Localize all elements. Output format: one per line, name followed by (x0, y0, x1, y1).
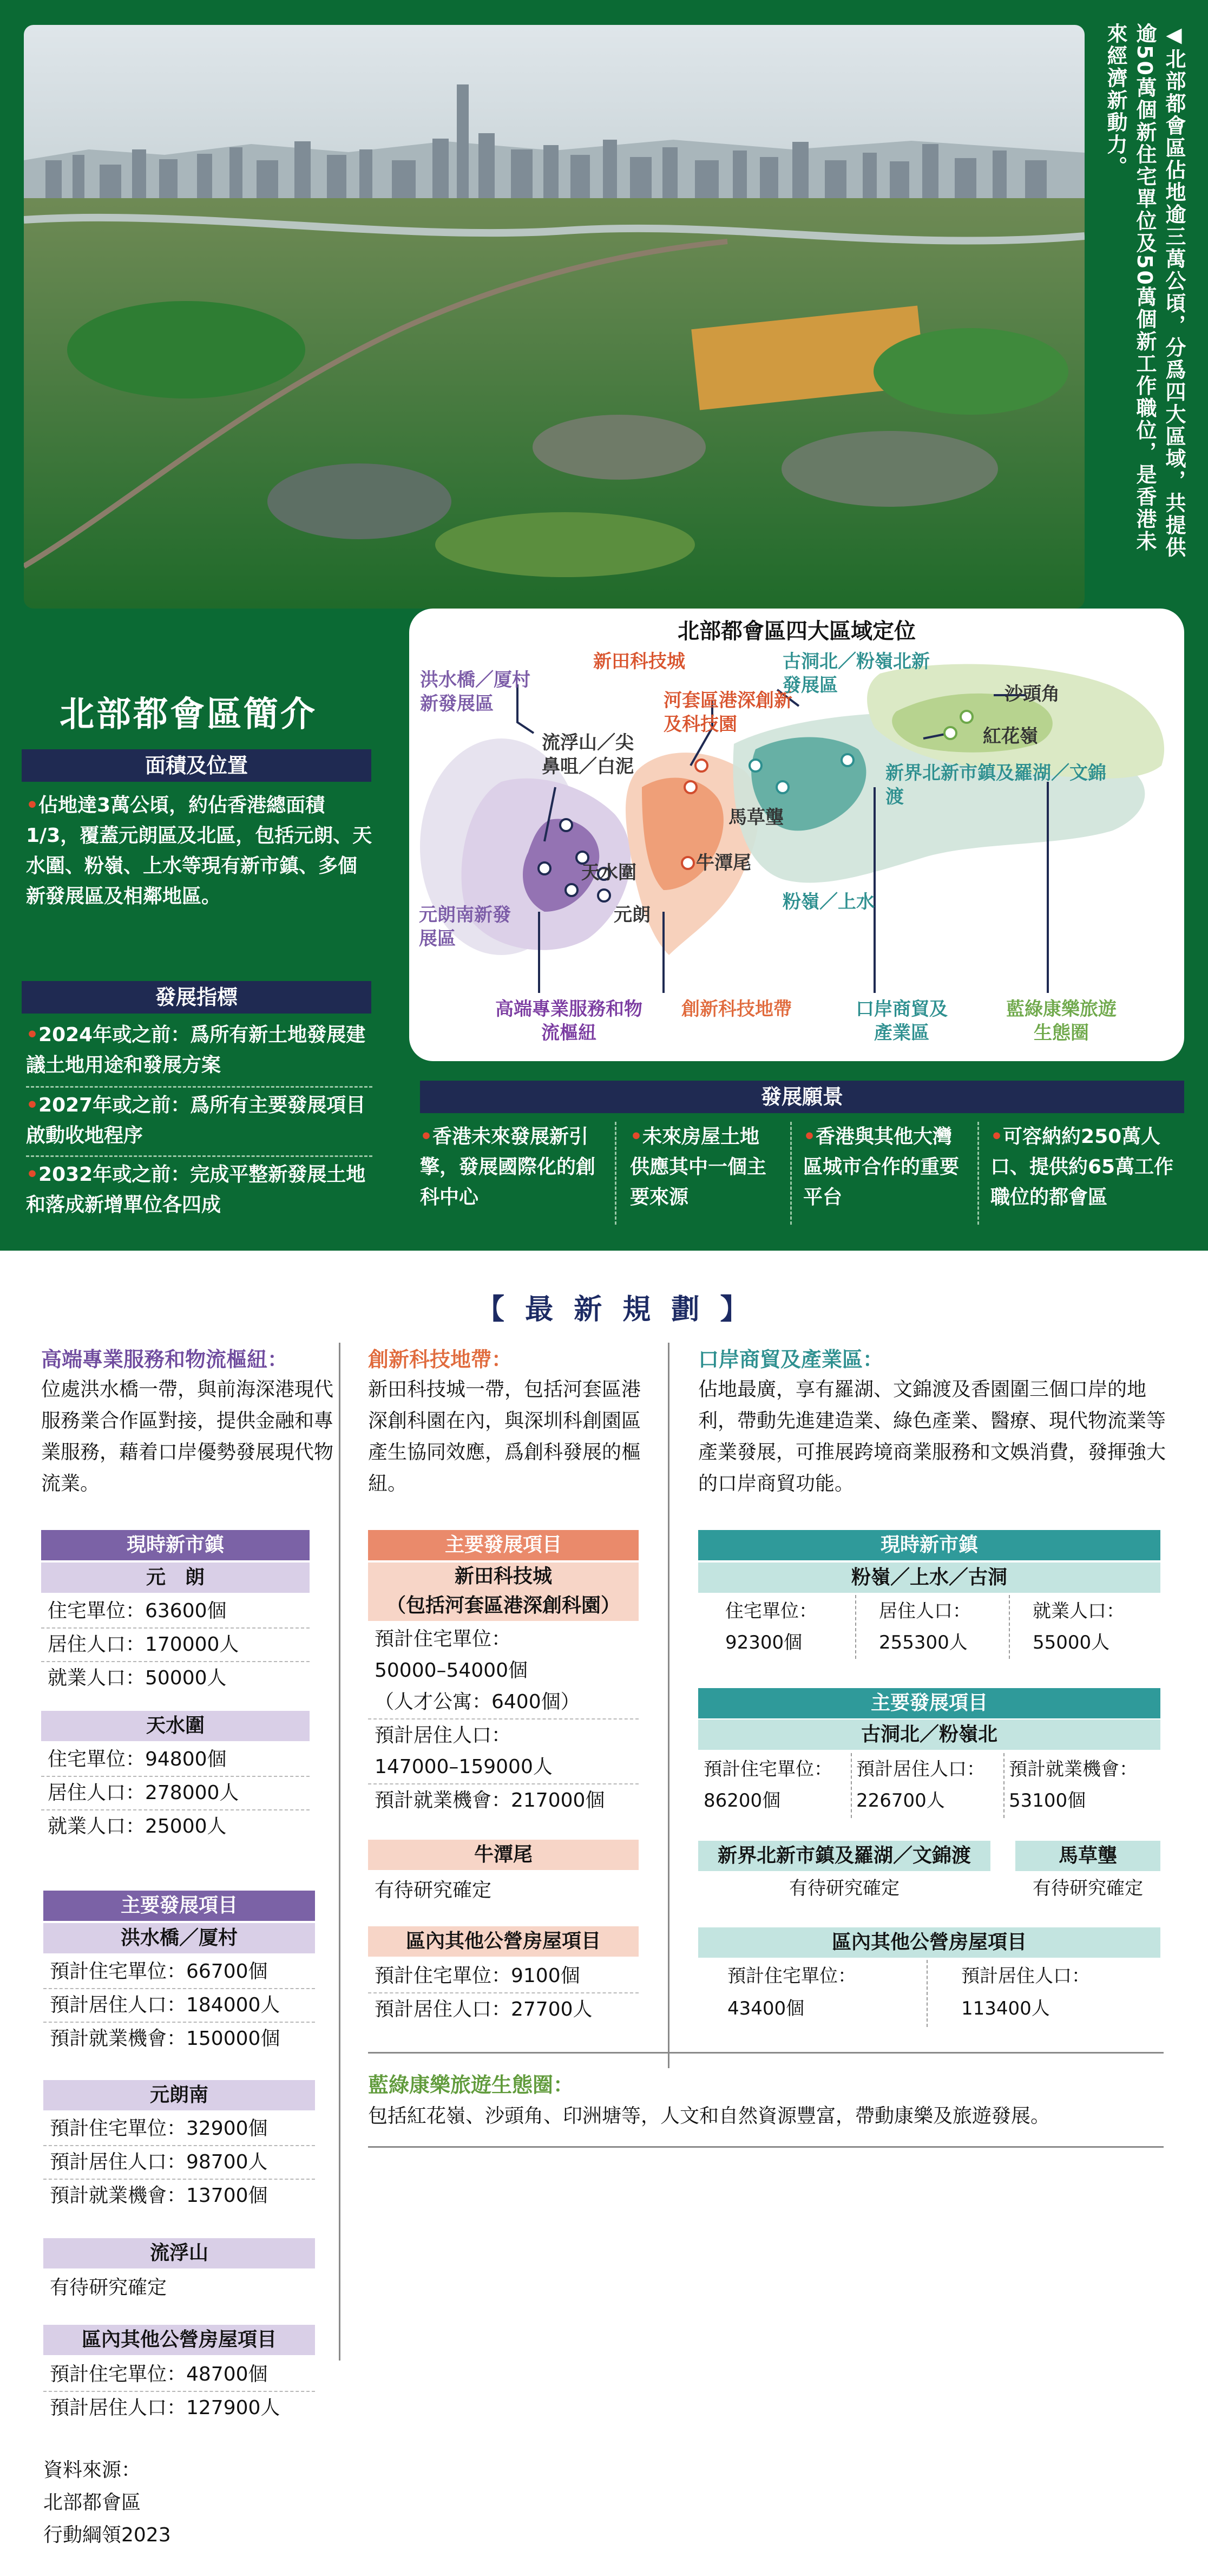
zone-legend: 藍綠康樂旅遊生態圈 (1006, 998, 1117, 1044)
vision-item: •未來房屋土地供應其中一個主要來源 (630, 1126, 767, 1208)
stat-row: 有待研究確定 (1033, 1878, 1143, 1899)
stat-row: 預計居住人口：127900人 (50, 2397, 280, 2419)
label-yuen-long-south: 元朗南新發展區 (419, 904, 511, 950)
col1-yuen-long-name: 元 朗 (41, 1562, 310, 1593)
stat-label: 預計居住人口： (961, 1965, 1090, 1987)
stat-value: 113400人 (961, 1998, 1050, 2019)
divider (615, 1122, 616, 1225)
stat-row: （人才公寓：6400個） (368, 1686, 639, 1719)
stat-value: 43400個 (727, 1998, 805, 2019)
divider (368, 2146, 1164, 2148)
stat-row: 有待研究確定 (50, 2277, 167, 2299)
intro-title: 北部都會區簡介 (60, 695, 317, 735)
col3-ma-tso-lung-name: 馬草壟 (1015, 1841, 1160, 1871)
target-text: 2032年或之前：完成平整新發展土地和落成新增單位各四成 (26, 1163, 366, 1216)
vision-text: 未來房屋土地供應其中一個主要來源 (630, 1126, 767, 1208)
col2-san-tin-name: 新田科技城 (368, 1562, 639, 1591)
divider (977, 1122, 979, 1225)
col1-projects-header: 主要發展項目 (43, 1891, 315, 1921)
label-sha-tau-kok: 沙頭角 (1005, 683, 1060, 705)
divider (927, 1960, 928, 2027)
col2-body: 新田科技城一帶，包括河套區港深創科園在內，與深圳科創園區產生協同效應，爲創科發展的樞紐。 (368, 1378, 641, 1495)
col2-public-name: 區內其他公營房屋項目 (368, 1926, 639, 1957)
col2-projects-header: 主要發展項目 (368, 1530, 639, 1560)
area-header: 面積及位置 (22, 749, 371, 782)
stat-row: 居住人口：278000人 (41, 1777, 310, 1810)
stat-row: 住宅單位：63600個 (41, 1595, 310, 1629)
label-hung-shui-kiu: 洪水橋／厦村新發展區 (420, 669, 530, 715)
label-fanling-sheung-shui: 粉嶺／上水 (783, 891, 875, 913)
stat-row: 有待研究確定 (789, 1878, 900, 1899)
col1-title: 高端專業服務和物流樞紐： (41, 1348, 288, 1371)
stat-row: 住宅單位：94800個 (41, 1743, 310, 1777)
zone-map (409, 609, 1184, 1061)
divider (851, 1753, 852, 1818)
stat-label: 預計住宅單位： (704, 1758, 832, 1780)
stat-row: 預計居住人口：184000人 (43, 1989, 315, 2023)
source-line: 行動綱領2023 (43, 2524, 171, 2546)
label-kwu-tung: 古洞北／粉嶺北新發展區 (783, 651, 930, 696)
stat-row: 預計就業機會：217000個 (375, 1789, 605, 1812)
column-divider (668, 1343, 669, 2068)
label-nt-north: 新界北新市鎮及羅湖／文錦渡 (885, 762, 1106, 808)
col3-kwu-tung-name: 古洞北／粉嶺北 (698, 1719, 1160, 1750)
divider (1009, 1595, 1010, 1659)
col1-tin-shui-wai-name: 天水圍 (41, 1711, 310, 1741)
stat-row: 預計居住人口： (375, 1724, 511, 1747)
stat-label: 就業人口： (1033, 1600, 1125, 1622)
col3-title: 口岸商貿及產業區： (698, 1348, 884, 1371)
target-text: 2027年或之前：爲所有主要發展項目啟動收地程序 (26, 1094, 366, 1147)
label-ma-tso-lung: 馬草壟 (728, 807, 784, 828)
stat-label: 居住人口： (879, 1600, 971, 1622)
stat-row: 147000–159000人 (368, 1751, 639, 1784)
stat-row: 預計住宅單位：48700個 (43, 2358, 315, 2392)
label-hung-fa-ling: 紅花嶺 (983, 725, 1038, 747)
target-item: •2027年或之前：爲所有主要發展項目啟動收地程序 (26, 1094, 366, 1147)
col3-public-name: 區內其他公營房屋項目 (698, 1927, 1160, 1958)
eco-title: 藍綠康樂旅遊生態圈： (368, 2073, 574, 2097)
stat-label: 住宅單位： (725, 1600, 817, 1622)
col1-public-name: 區內其他公營房屋項目 (43, 2325, 315, 2355)
label-lau-fau-shan: 流浮山／尖鼻咀／白泥 (542, 732, 634, 777)
col1-yls-name: 元朗南 (43, 2080, 315, 2110)
zone-legend: 高端專業服務和物流樞紐 (495, 998, 642, 1044)
stat-row: 預計就業機會：13700個 (50, 2185, 268, 2207)
stat-row: 預計就業機會：150000個 (50, 2028, 280, 2050)
source-line: 北部都會區 (43, 2492, 141, 2514)
stat-value: 92300個 (725, 1632, 803, 1653)
col2-san-tin-sub: （包括河套區港深創科園） (368, 1591, 639, 1621)
photo-caption: ◀北部都會區佔地逾三萬公頃，分爲四大區域，共提供逾50萬個新住宅單位及50萬個新工作職位，是香港未來經濟新動力。 (1104, 23, 1186, 559)
target-item: •2024年或之前：爲所有新土地發展建議土地用途和發展方案 (26, 1024, 366, 1076)
stat-value: 55000人 (1033, 1632, 1110, 1653)
label-san-tin: 新田科技城 (593, 651, 685, 672)
column-divider (339, 1343, 340, 2361)
vision-text: 可容納約250萬人口、提供約65萬工作職位的都會區 (990, 1126, 1174, 1208)
col2-ngau-tam-mei-name: 牛潭尾 (368, 1840, 639, 1870)
targets-header: 發展指標 (22, 981, 371, 1014)
col1-lfs-name: 流浮山 (43, 2238, 315, 2268)
area-text: •佔地達3萬公頃，約佔香港總面積1/3，覆蓋元朗區及北區，包括元朗、天水圍、粉嶺、上水等現有新市鎮、多個新發展區及相鄰地區。 (26, 794, 372, 907)
stat-row: 預計居住人口：27700人 (375, 1998, 593, 2021)
area-text-body: 佔地達3萬公頃，約佔香港總面積1/3，覆蓋元朗區及北區，包括元朗、天水圍、粉嶺、上水等現有新市鎮、多個新發展區及相鄰地區。 (26, 794, 372, 907)
stat-label: 預計就業機會： (1009, 1758, 1138, 1780)
stat-row: 預計住宅單位：66700個 (43, 1956, 315, 1989)
col1-hsk-name: 洪水橋／厦村 (43, 1923, 315, 1953)
stat-row: 預計住宅單位： (375, 1628, 511, 1650)
col1-body: 位處洪水橋一帶，與前海深港現代服務業合作區對接，提供金融和專業服務，藉着口岸優勢發展現代物流業。 (41, 1378, 334, 1495)
zone-legend: 口岸商貿及產業區 (856, 998, 948, 1044)
latest-planning-title: 【 最 新 規 劃 】 (476, 1293, 754, 1326)
stat-row: 居住人口：170000人 (41, 1629, 310, 1662)
label-ngau-tam-mei: 牛潭尾 (696, 852, 751, 874)
target-item: •2032年或之前：完成平整新發展土地和落成新增單位各四成 (26, 1163, 366, 1216)
stat-row: 預計住宅單位：9100個 (368, 1960, 639, 1993)
label-loop: 河套區港深創新及科技園 (664, 690, 792, 735)
label-yuen-long: 元朗 (614, 904, 651, 926)
stat-value: 226700人 (856, 1790, 945, 1812)
col3-nt-north-name: 新界北新市鎮及羅湖／文錦渡 (698, 1841, 990, 1871)
aerial-photo-graphic (24, 25, 1085, 609)
source-line: 資料來源： (43, 2459, 141, 2481)
vision-item: •可容納約250萬人口、提供約65萬工作職位的都會區 (990, 1126, 1174, 1208)
vision-text: 香港未來發展新引擎，發展國際化的創科中心 (420, 1126, 596, 1208)
zone-legend: 創新科技地帶 (681, 998, 792, 1020)
stat-label: 預計住宅單位： (727, 1965, 856, 1987)
divider (855, 1595, 856, 1659)
stat-row: 預計居住人口：98700人 (43, 2146, 315, 2180)
col3-projects-header: 主要發展項目 (698, 1688, 1160, 1718)
col3-body: 佔地最廣，享有羅湖、文錦渡及香園圍三個口岸的地利，帶動先進建造業、綠色產業、醫療、現代物流業等產業發展，可推展跨境商業服務和文娛消費，發揮強大的口岸商貿功能。 (698, 1378, 1166, 1495)
divider (790, 1122, 792, 1225)
divider (26, 1086, 372, 1088)
col2-title: 創新科技地帶： (368, 1348, 513, 1371)
map-title: 北部都會區四大區域定位 (678, 619, 916, 644)
stat-value: 53100個 (1009, 1790, 1086, 1812)
stat-row: 50000–54000個 (375, 1659, 528, 1682)
stat-row: 有待研究確定 (375, 1879, 492, 1901)
vision-text: 香港與其他大灣區城市合作的重要平台 (803, 1126, 960, 1208)
stat-row: 預計住宅單位：32900個 (43, 2113, 315, 2146)
stat-label: 預計居住人口： (856, 1758, 985, 1780)
stat-value: 86200個 (704, 1790, 781, 1812)
divider (368, 2052, 1164, 2054)
aerial-photo (24, 25, 1085, 609)
col3-existing-header: 現時新市鎮 (698, 1530, 1160, 1560)
label-tin-shui-wai: 天水圍 (581, 862, 636, 884)
vision-item: •香港未來發展新引擎，發展國際化的創科中心 (420, 1126, 596, 1208)
stat-value: 255300人 (879, 1632, 968, 1653)
divider (1003, 1753, 1005, 1818)
col3-fss-name: 粉嶺／上水／古洞 (698, 1562, 1160, 1593)
col1-existing-header: 現時新市鎮 (41, 1530, 310, 1560)
vision-item: •香港與其他大灣區城市合作的重要平台 (803, 1126, 960, 1208)
eco-body: 包括紅花嶺、沙頭角、印洲塘等，人文和自然資源豐富，帶動康樂及旅遊發展。 (368, 2105, 1051, 2127)
stat-row: 就業人口：25000人 (48, 1815, 227, 1838)
stat-row: 就業人口：50000人 (48, 1667, 227, 1689)
vision-header: 發展願景 (420, 1081, 1184, 1113)
divider (26, 1155, 372, 1157)
target-text: 2024年或之前：爲所有新土地發展建議土地用途和發展方案 (26, 1024, 366, 1076)
